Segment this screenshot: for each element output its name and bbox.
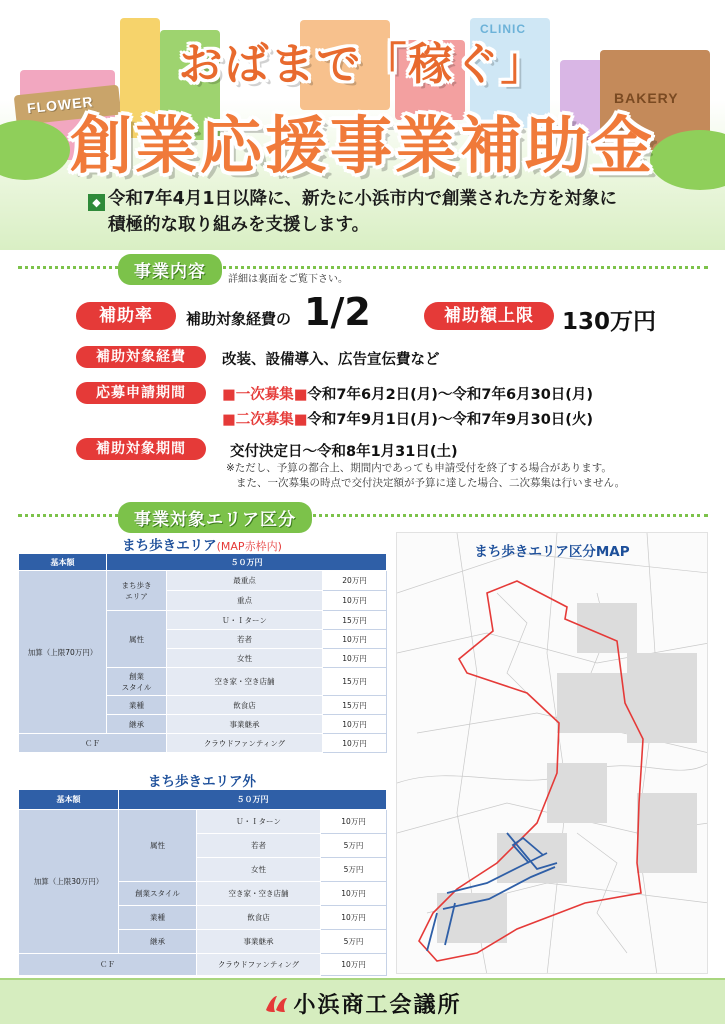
out-row-ui-label: Ｕ・Ｉターン	[197, 810, 321, 834]
map-title: まち歩きエリア区分MAP	[474, 544, 630, 560]
out-row-woman-label: 女性	[197, 858, 321, 882]
out-row-food-amount: 10万円	[321, 906, 387, 930]
out-base-label-cell: 基本額	[19, 790, 119, 810]
second-recruit-tag: ■二次募集■	[222, 412, 308, 428]
second-recruit-period: 令和7年9月1日(月)～令和7年9月30日(火)	[307, 412, 594, 428]
rate-label: 補助率	[76, 302, 176, 330]
row-woman-amount: 10万円	[323, 649, 387, 668]
group-industry-cell: 業種	[107, 696, 167, 715]
chamber-logo-icon	[263, 992, 289, 1016]
row-key-label: 重点	[167, 591, 323, 611]
out-group-succession-cell: 継承	[119, 930, 197, 954]
row-succession-amount: 10万円	[323, 715, 387, 734]
out-cf-amount-cell: 10万円	[321, 954, 387, 976]
table-outside-title: まち歩きエリア外	[148, 774, 256, 790]
area-map-drawing	[397, 533, 708, 974]
flower-sign: FLOWER	[26, 93, 95, 117]
out-cf-text-cell: クラウドファンティング	[197, 954, 321, 976]
out-group-style-cell: 創業スタイル	[119, 882, 197, 906]
out-row-young-amount: 5万円	[321, 834, 387, 858]
caveat-line2: また、一次募集の時点で交付決定額が予算に達した場合、二次募集は行いません。	[236, 477, 626, 489]
second-recruit-row	[222, 408, 593, 429]
first-recruit-row	[222, 383, 593, 404]
target-period-label: 補助対象期間	[76, 438, 206, 460]
group-style-cell: 創業 スタイル	[107, 668, 167, 696]
hero-title-line2: 創業応援事業補助金	[69, 109, 655, 182]
out-row-succession-label: 事業継承	[197, 930, 321, 954]
out-group-attr-cell: 属性	[119, 810, 197, 882]
row-ui-label: Ｕ・Ｉターン	[167, 611, 323, 630]
row-vacant-amount: 15万円	[323, 668, 387, 696]
details-note: 詳細は裏面をご覧下さい。	[228, 274, 348, 285]
out-row-vacant-amount: 10万円	[321, 882, 387, 906]
out-row-succession-amount: 5万円	[321, 930, 387, 954]
limit-value: 130万円	[562, 309, 657, 335]
expense-label: 補助対象経費	[76, 346, 206, 368]
table-outside-area	[18, 789, 387, 976]
cf-text-cell: クラウドファンティング	[167, 734, 323, 753]
out-group-industry-cell: 業種	[119, 906, 197, 930]
rate-value: 1/2	[304, 290, 371, 334]
out-row-woman-amount: 5万円	[321, 858, 387, 882]
diamond-icon: ◆	[88, 194, 105, 211]
base-label-cell: 基本額	[19, 554, 107, 571]
row-top-amount: 20万円	[323, 571, 387, 591]
expense-text: 改装、設備導入、広告宣伝費など	[222, 352, 440, 368]
intro-line1: 令和7年4月1日以降に、新たに小浜市内で創業された方を対象に	[108, 189, 618, 209]
limit-label: 補助額上限	[424, 302, 554, 330]
bakery-sign: BAKERY	[614, 90, 679, 106]
row-young-amount: 10万円	[323, 630, 387, 649]
cf-label-cell: ＣＦ	[19, 734, 167, 753]
group-attr-cell: 属性	[107, 611, 167, 668]
out-row-food-label: 飲食店	[197, 906, 321, 930]
map-blocks	[437, 603, 697, 943]
first-recruit-tag: ■一次募集■	[222, 387, 308, 403]
footer-org-name: 小浜商工会議所	[293, 993, 462, 1018]
group-walk-cell: まち歩き エリア	[107, 571, 167, 611]
base-value-cell: ５０万円	[107, 554, 387, 571]
row-woman-label: 女性	[167, 649, 323, 668]
first-recruit-period: 令和7年6月2日(月)～令和7年6月30日(月)	[307, 387, 594, 403]
table-inside-title	[18, 534, 386, 554]
rate-text: 補助対象経費の	[186, 310, 292, 328]
row-food-label: 飲食店	[167, 696, 323, 715]
add-label-cell: 加算（上限70万円）	[19, 571, 107, 734]
row-key-amount: 10万円	[323, 591, 387, 611]
clinic-sign: CLINIC	[480, 22, 526, 36]
out-row-vacant-label: 空き家・空き店舗	[197, 882, 321, 906]
apply-label: 応募申請期間	[76, 382, 206, 404]
out-cf-label-cell: ＣＦ	[19, 954, 197, 976]
row-succession-label: 事業継承	[167, 715, 323, 734]
intro-text	[88, 186, 708, 238]
hero-illustration	[0, 0, 725, 250]
out-base-value-cell: ５０万円	[119, 790, 387, 810]
out-row-young-label: 若者	[197, 834, 321, 858]
row-vacant-label: 空き家・空き店舗	[167, 668, 323, 696]
group-succession-cell: 継承	[107, 715, 167, 734]
out-row-ui-amount: 10万円	[321, 810, 387, 834]
cf-amount-cell: 10万円	[323, 734, 387, 753]
area-map	[396, 532, 708, 974]
intro-line2: 積極的な取り組みを支援します。	[108, 215, 370, 235]
row-top-label: 最重点	[167, 571, 323, 591]
target-period-text: 交付決定日～令和8年1月31日(土)	[230, 444, 458, 460]
section-label-area: 事業対象エリア区分	[118, 502, 312, 533]
hero-title-line1: おばまで「稼ぐ」	[178, 39, 547, 90]
row-ui-amount: 15万円	[323, 611, 387, 630]
caveat-line1: ※ただし、予算の都合上、期間内であっても申請受付を終了する場合があります。	[226, 462, 612, 474]
section-label-business: 事業内容	[118, 254, 222, 285]
row-young-label: 若者	[167, 630, 323, 649]
row-food-amount: 15万円	[323, 696, 387, 715]
table-inside-title-main: まち歩きエリア	[122, 538, 217, 554]
table-inside-subtitle: (MAP赤枠内)	[216, 540, 282, 553]
footer-org	[0, 988, 725, 1019]
out-add-label-cell: 加算（上限30万円）	[19, 810, 119, 954]
table-inside-area	[18, 553, 387, 753]
